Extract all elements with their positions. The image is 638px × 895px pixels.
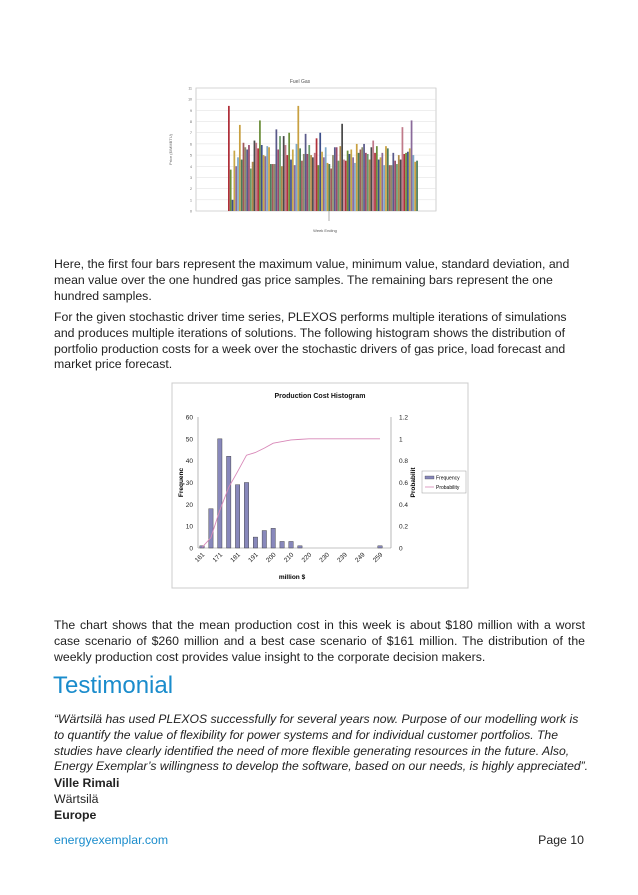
- bar: [259, 120, 261, 211]
- y2-tick-label: 1.2: [399, 414, 409, 422]
- bar: [303, 154, 305, 211]
- bar: [334, 147, 336, 211]
- bar: [325, 147, 327, 211]
- x-tick-label: 191: [247, 551, 260, 565]
- bar: [248, 145, 250, 211]
- frequency-bar: [218, 439, 222, 548]
- bar: [312, 157, 314, 211]
- bar: [316, 138, 318, 211]
- bar: [305, 134, 307, 211]
- bar: [239, 125, 241, 211]
- bar: [268, 147, 270, 211]
- x-tick-label: 200: [264, 551, 278, 565]
- bar: [354, 163, 356, 211]
- bar: [383, 165, 385, 211]
- bar: [365, 153, 367, 211]
- bar: [288, 133, 290, 211]
- y-tick-label: 10: [188, 97, 192, 102]
- frequency-bar: [289, 541, 293, 548]
- x-tick-label: 239: [336, 551, 349, 565]
- chart-title: Production Cost Histogram: [274, 393, 366, 400]
- frequency-bar: [378, 546, 382, 548]
- x-tick-label: 181: [229, 551, 243, 565]
- bar: [281, 166, 283, 211]
- bar: [250, 169, 252, 211]
- bar: [266, 146, 268, 211]
- frequency-bar: [209, 509, 213, 548]
- bar: [409, 148, 411, 211]
- y-tick-label: 5: [190, 153, 192, 158]
- y-axis-label: Price ($/MMBTU): [168, 134, 173, 165]
- bar: [332, 155, 334, 211]
- bar: [371, 147, 373, 211]
- y-tick-label: 30: [185, 480, 193, 487]
- y2-tick-label: 0.6: [399, 480, 409, 487]
- y-tick-label: 1: [190, 198, 192, 203]
- y-axis-label: Frequenc: [178, 467, 185, 498]
- bar: [403, 154, 405, 211]
- company-name: Wärtsilä: [54, 792, 99, 806]
- legend-probability-label: Probability: [436, 485, 460, 491]
- person-name: Ville Rimali: [54, 776, 120, 790]
- paragraph-bars-explanation: Here, the first four bars represent the maximum value, minimum value, standard deviation, and mean value over the one hundred gas price samples. The remaining bars represent the one hundred samples.: [54, 257, 570, 303]
- bar: [330, 169, 332, 211]
- bar: [243, 143, 245, 211]
- bar: [352, 157, 354, 211]
- bar: [272, 164, 274, 211]
- y2-tick-label: 0.4: [399, 501, 409, 509]
- x-tick-label: 220: [300, 551, 314, 565]
- bar: [416, 161, 418, 211]
- x-tick-label: 210: [282, 551, 296, 565]
- bar: [319, 133, 321, 211]
- bar: [398, 155, 400, 211]
- bar: [228, 106, 230, 211]
- bar: [407, 152, 409, 211]
- bar: [345, 161, 347, 211]
- y-tick-label: 2: [190, 187, 192, 192]
- bar: [347, 151, 349, 211]
- x-axis-label: million $: [278, 574, 306, 581]
- bar: [301, 161, 303, 211]
- bar: [405, 153, 407, 211]
- bar: [232, 200, 234, 211]
- y2-tick-label: 0.8: [399, 458, 409, 466]
- bar: [314, 153, 316, 211]
- bar: [318, 165, 320, 211]
- y-tick-label: 6: [190, 142, 192, 147]
- section-heading: Testimonial: [53, 672, 174, 699]
- bar: [327, 163, 329, 211]
- bar: [363, 144, 365, 211]
- bar: [411, 120, 413, 211]
- y2-tick-label: 0.2: [399, 523, 409, 531]
- frequency-bar: [271, 528, 275, 548]
- bar: [369, 160, 371, 211]
- y-tick-label: 11: [188, 86, 192, 91]
- y-tick-label: 40: [185, 458, 193, 466]
- bar: [376, 146, 378, 211]
- y-tick-label: 3: [190, 175, 192, 180]
- y-tick-label: 4: [190, 164, 192, 169]
- bar: [394, 161, 396, 211]
- page-number: Page 10: [538, 833, 584, 847]
- bar: [338, 161, 340, 211]
- x-tick-label: 249: [353, 551, 367, 565]
- bar: [380, 157, 382, 211]
- bar: [283, 136, 285, 211]
- y2-axis-label: Probabilit: [410, 467, 417, 498]
- x-axis-label: Week Ending: [313, 228, 337, 233]
- y2-tick-label: 1: [399, 436, 403, 444]
- bar: [290, 160, 292, 211]
- bar: [396, 164, 398, 211]
- bar: [392, 153, 394, 211]
- bar: [356, 144, 358, 211]
- production-cost-histogram: [170, 380, 470, 595]
- bar: [361, 147, 363, 211]
- bar: [339, 146, 341, 211]
- x-tick-label: 230: [318, 551, 332, 565]
- bar: [414, 162, 416, 211]
- bar: [402, 127, 404, 211]
- bar: [341, 124, 343, 211]
- bar: [279, 136, 281, 211]
- bar: [285, 145, 287, 211]
- y-tick-label: 60: [185, 414, 193, 422]
- frequency-bar: [280, 541, 284, 548]
- footer-website-link[interactable]: energyexemplar.com: [54, 833, 169, 847]
- bar: [385, 146, 387, 211]
- bar: [261, 145, 263, 211]
- bar: [367, 154, 369, 211]
- frequency-bar: [298, 546, 302, 548]
- bar: [310, 155, 312, 211]
- bar: [270, 164, 272, 211]
- bar: [277, 150, 279, 212]
- bar: [235, 166, 237, 211]
- bar: [389, 165, 391, 211]
- bar: [292, 150, 294, 212]
- bar: [276, 129, 278, 211]
- testimonial-attribution: [54, 775, 119, 823]
- chart-title: Fuel Gas: [289, 79, 311, 85]
- bar: [246, 150, 248, 212]
- bar: [413, 155, 415, 211]
- bar: [233, 151, 235, 211]
- bar: [323, 157, 325, 211]
- bar: [307, 154, 309, 211]
- bar: [360, 150, 362, 212]
- bar: [381, 153, 383, 211]
- y-tick-label: 9: [190, 108, 192, 113]
- y2-tick-label: 0: [399, 545, 403, 553]
- y-tick-label: 7: [190, 131, 192, 136]
- bar: [265, 156, 267, 211]
- y-tick-label: 0: [190, 209, 192, 214]
- bar: [241, 160, 243, 211]
- bar: [296, 144, 298, 211]
- bar: [294, 165, 296, 211]
- y-tick-label: 50: [185, 436, 193, 444]
- bar: [349, 154, 351, 211]
- bar: [343, 160, 345, 211]
- x-tick-label: 161: [193, 551, 207, 565]
- frequency-bar: [235, 485, 239, 548]
- y-tick-label: 10: [185, 523, 193, 531]
- bar: [308, 145, 310, 211]
- x-tick-label: 171: [211, 551, 225, 565]
- paragraph-chart-summary: The chart shows that the mean production cost in this week is about $180 million with a worst case scenario of $260 million and a best case scenario of $161 million. The distribution of the weekly production cost provides value insight to the corporate decision makers.: [54, 618, 585, 664]
- frequency-bar: [244, 483, 248, 549]
- bar: [387, 148, 389, 211]
- bar: [263, 155, 265, 211]
- bar: [336, 147, 338, 211]
- bar: [237, 157, 239, 211]
- bar: [299, 148, 301, 211]
- bar: [321, 152, 323, 211]
- bar: [358, 153, 360, 211]
- bar: [252, 162, 254, 211]
- region: Europe: [54, 808, 97, 822]
- legend-frequency-swatch: [425, 476, 434, 479]
- bar: [286, 155, 288, 211]
- frequency-bar: [227, 456, 231, 548]
- bar: [254, 141, 256, 211]
- bar: [378, 160, 380, 211]
- bar: [328, 164, 330, 211]
- legend-frequency-label: Frequency: [436, 475, 460, 482]
- bar: [350, 150, 352, 212]
- bar: [244, 147, 246, 211]
- frequency-bar: [253, 537, 257, 548]
- bar: [257, 148, 259, 211]
- bar: [374, 153, 376, 211]
- bar: [230, 170, 232, 211]
- y-tick-label: 8: [190, 120, 192, 125]
- frequency-bar: [262, 531, 266, 548]
- paragraph-plexos-iterations: For the given stochastic driver time series, PLEXOS performs multiple iterations of simulations and produces multiple iterations of solutions. The following histogram shows the distribution of portfolio production costs for a week over the stochastic drivers of gas price, load forecast and market price forecast.: [54, 310, 567, 372]
- x-tick-label: 259: [371, 551, 385, 565]
- bar: [274, 164, 276, 211]
- y-tick-label: 0: [189, 545, 193, 553]
- bar: [297, 106, 299, 211]
- bar: [372, 141, 374, 211]
- testimonial-quote: “Wärtsilä has used PLEXOS successfully for several years now. Purpose of our modelling work is to quantify the value of flexibility for power systems and for individual customer portfolios. The studies have clearly identified the need of more flexible generating resources in the future. Also, Energy Exemplar’s willingness to develop the software, based on our needs, is highly appreciated”.: [54, 712, 589, 774]
- fuel-gas-chart: [160, 75, 440, 240]
- bar: [255, 143, 257, 211]
- y-tick-label: 20: [185, 501, 193, 509]
- bar: [391, 165, 393, 211]
- bar: [400, 160, 402, 211]
